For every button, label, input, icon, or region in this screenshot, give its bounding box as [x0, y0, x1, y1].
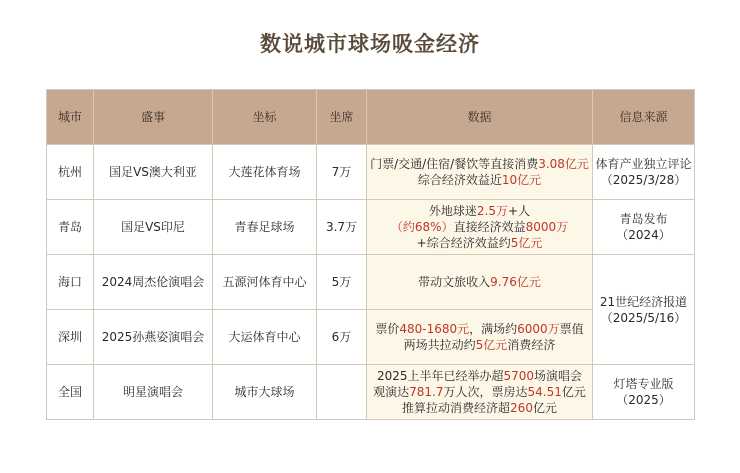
data-line: [369, 321, 590, 337]
highlight-value: 6000万: [517, 322, 560, 336]
highlight-value: 5亿元: [510, 236, 543, 250]
source-cell: [593, 255, 695, 365]
highlight-value: 2.5万: [476, 204, 509, 218]
data-cell: [367, 145, 593, 200]
city-cell: 海口: [47, 255, 94, 310]
source-date: （2025/5/16）: [600, 310, 687, 325]
source-cell: [593, 365, 695, 420]
highlight-value: 54.51: [527, 385, 562, 399]
data-line: [369, 337, 590, 353]
highlight-value: 10亿元: [501, 173, 542, 187]
table-row: [47, 200, 695, 255]
header-city: 城市: [47, 90, 94, 145]
data-line: [369, 203, 590, 219]
data-text: +综合经济效益约: [416, 236, 511, 250]
highlight-value: 3.08亿元: [538, 157, 589, 171]
data-text: 亿元: [561, 385, 586, 399]
header-venue: 坐标: [213, 90, 317, 145]
highlight-value: 5亿元: [475, 338, 508, 352]
source-name: 灯塔专业版: [613, 377, 674, 391]
data-line: [369, 156, 590, 172]
data-line: [369, 235, 590, 251]
data-table: [46, 89, 695, 420]
data-text: 综合经济效益近: [417, 173, 502, 187]
data-line: [369, 172, 590, 188]
data-line: [369, 384, 590, 400]
data-text: 票价: [375, 322, 400, 336]
city-cell: 深圳: [47, 310, 94, 365]
header-data: 数据: [367, 90, 593, 145]
venue-cell: 城市大球场: [213, 365, 317, 420]
data-text: 亿元: [532, 401, 557, 415]
data-line: [369, 368, 590, 384]
seats-cell: 5万: [317, 255, 367, 310]
page-title: 数说城市球场吸金经济: [260, 32, 480, 56]
data-text: 2025上半年已经举办超: [376, 369, 504, 383]
venue-cell: 大运体育中心: [213, 310, 317, 365]
data-cell: [367, 200, 593, 255]
source-date: （2025）: [616, 393, 671, 407]
source-name: 青岛发布: [619, 212, 668, 226]
table-row: [47, 255, 695, 310]
highlight-value: 260: [510, 401, 533, 415]
source-name: 体育产业独立评论: [595, 157, 692, 171]
highlight-value: （约68%）: [390, 220, 454, 234]
source-cell: [593, 145, 695, 200]
data-text: 推算拉动消费经济超: [402, 401, 511, 415]
venue-cell: 大莲花体育场: [213, 145, 317, 200]
data-text: 场演唱会: [534, 369, 583, 383]
event-cell: 明星演唱会: [94, 365, 213, 420]
event-cell: 2025孙燕姿演唱会: [94, 310, 213, 365]
data-text: 外地球迷: [428, 204, 477, 218]
data-text: 观演达: [373, 385, 410, 399]
event-cell: 国足VS澳大利亚: [94, 145, 213, 200]
data-text: 消费经济: [507, 338, 556, 352]
data-text: 门票/交通/住宿/餐饮等直接消费: [370, 157, 539, 171]
data-text: ，满场约: [469, 322, 518, 336]
source-date: （2024）: [616, 228, 671, 242]
highlight-value: 9.76亿元: [490, 275, 541, 289]
table-row: [47, 365, 695, 420]
source-name: 21世纪经济报道: [599, 294, 688, 309]
seats-cell: [317, 365, 367, 420]
seats-cell: 3.7万: [317, 200, 367, 255]
header-source: 信息来源: [593, 90, 695, 145]
event-cell: 国足VS印尼: [94, 200, 213, 255]
highlight-value: 5700: [503, 369, 535, 383]
data-text: 票值: [559, 322, 584, 336]
source-cell: [593, 200, 695, 255]
highlight-value: 480-1680元: [399, 322, 470, 336]
data-text: 万人次，票房达: [443, 385, 528, 399]
data-line: [369, 400, 590, 416]
venue-cell: 五源河体育中心: [213, 255, 317, 310]
venue-cell: 青春足球场: [213, 200, 317, 255]
data-cell: [367, 255, 593, 310]
header-event: 盛事: [94, 90, 213, 145]
highlight-value: 8000万: [525, 220, 569, 234]
seats-cell: 6万: [317, 310, 367, 365]
header-seats: 坐席: [317, 90, 367, 145]
seats-cell: 7万: [317, 145, 367, 200]
city-cell: 全国: [47, 365, 94, 420]
data-text: 两场共拉动约: [403, 338, 476, 352]
data-text: 带动文旅收入: [418, 275, 491, 289]
data-cell: [367, 365, 593, 420]
event-cell: 2024周杰伦演唱会: [94, 255, 213, 310]
city-cell: 青岛: [47, 200, 94, 255]
data-line: [369, 219, 590, 235]
table-row: [47, 145, 695, 200]
data-line: [369, 274, 590, 290]
table-header-row: [47, 90, 695, 145]
data-cell: [367, 310, 593, 365]
data-text: 直接经济效益: [453, 220, 526, 234]
city-cell: 杭州: [47, 145, 94, 200]
highlight-value: 781.7: [409, 385, 444, 399]
data-text: +人: [508, 204, 531, 218]
source-date: （2025/3/28）: [600, 173, 687, 187]
